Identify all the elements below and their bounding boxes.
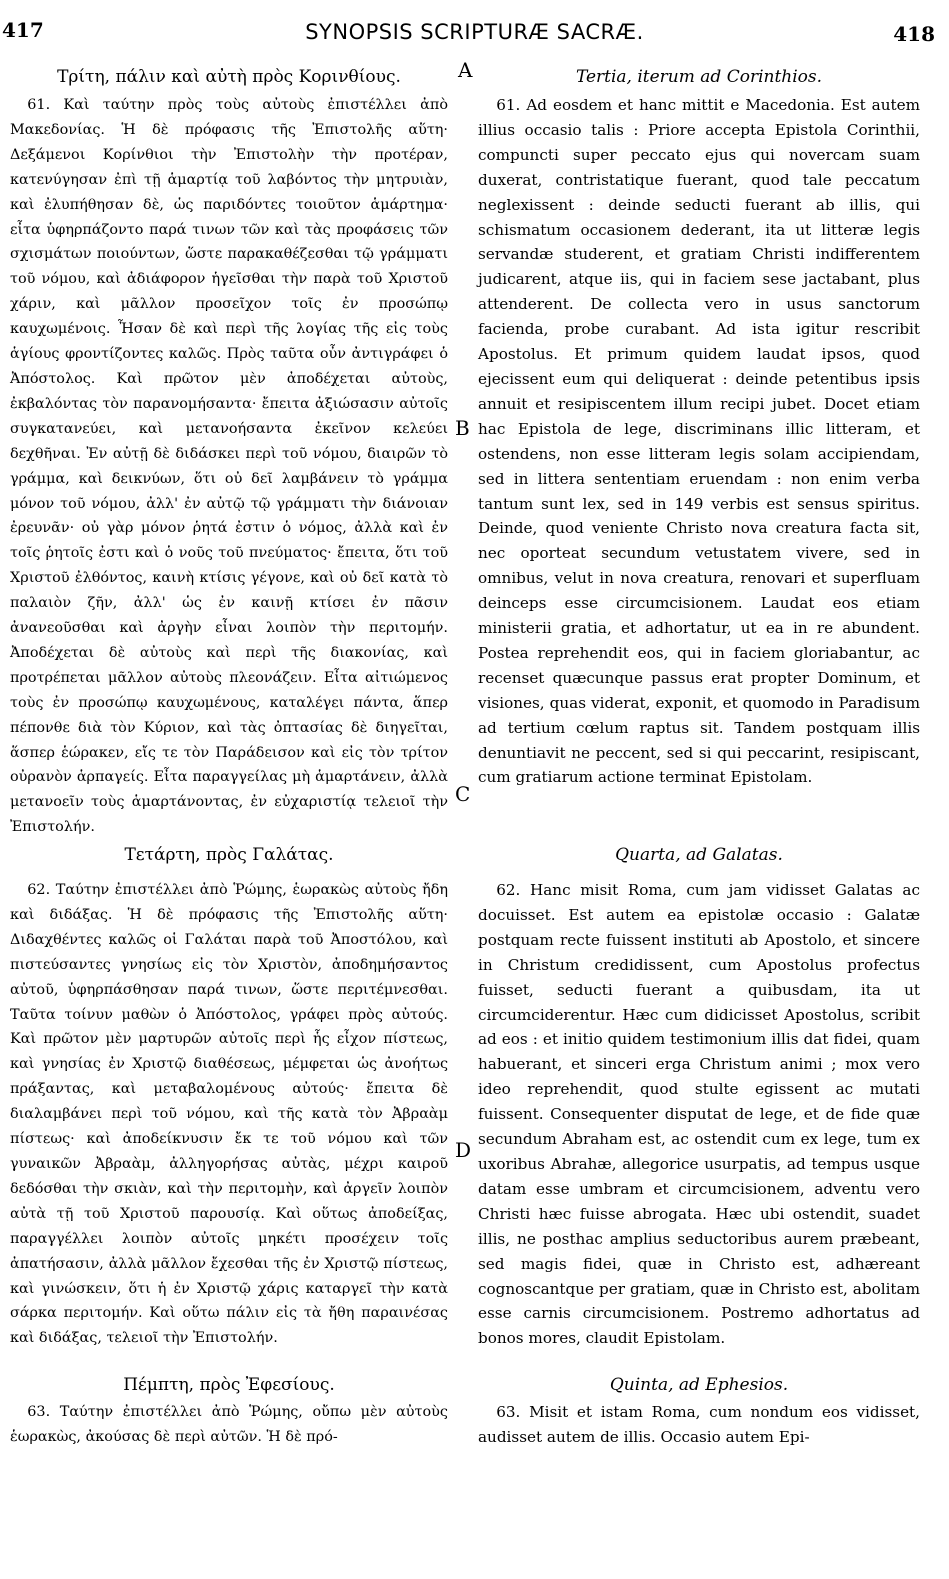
latin-paragraph: 63. Misit et istam Roma, cum nondum eos vidisset, audisset autem de illis. Occasio autem Epi- [478, 1403, 920, 1446]
latin-section-corinthians [478, 66, 920, 790]
greek-heading: Τετάρτη, πρὸς Γαλάτας. [124, 845, 334, 865]
page-number-right: 418 [893, 22, 935, 46]
latin-heading: Quarta, ad Galatas. [615, 845, 783, 865]
margin-letter-c: C [455, 782, 471, 806]
greek-paragraph: 63. Ταύτην ἐπιστέλλει ἀπὸ Ῥώμης, οὔπω μὲν αὐτοὺς ἑωρακὼς, ἀκούσας δὲ περὶ αὐτῶν. Ἡ δὲ πρό- [10, 1404, 448, 1445]
latin-section-galatians [478, 844, 920, 1351]
greek-heading: Πέμπτη, πρὸς Ἐφεσίους. [123, 1375, 335, 1395]
page-number-left: 417 [2, 18, 44, 42]
latin-section-ephesians [478, 1374, 920, 1450]
margin-letter-d: D [455, 1138, 472, 1162]
greek-paragraph: 62. Ταύτην ἐπιστέλλει ἀπὸ Ῥώμης, ἑωρακὼς αὐτοὺς ἤδη καὶ διδάξας. Ἡ δὲ πρόφασις τῆς Ἐπιστολῆς αὕτη· Διδαχθέντες καλῶς οἱ Γαλάται παρὰ τοῦ Ἀποστόλου, καὶ πιστεύσαντες γνησίως εἰς τὸν Χριστὸν, ἀποδημήσαντος αὐτοῦ, ὑφηρπάσθησαν παρά τινων, ὥστε περιτέμνεσθαι. Ταῦτα τοίνυν μαθὼν ὁ Ἀπόστολος, γράφει πρὸς αὐτούς. Καὶ πρῶτον μὲν μαρτυρῶν αὐτοῖς περὶ ἧς εἶχον πίστεως, καὶ γνησίας ἐν Χριστῷ διαθέσεως, μέμφεται ὡς ἀνοήτως πράξαντας, καὶ μεταβαλομένους αὐτούς· ἔπειτα δὲ διαλαμβάνει περὶ τοῦ νόμου, καὶ τῆς κατὰ τὸν Ἀβραὰμ πίστεως· καὶ ἀποδείκνυσιν ἔκ τε τοῦ νόμου καὶ τῶν γυναικῶν Ἀβραὰμ, ἀλληγορήσας αὐτὰς, μέχρι καιροῦ δεδόσθαι τὴν σκιὰν, καὶ τὴν περιτομὴν, καὶ ἀργεῖν λοιπὸν αὐτὰ τῇ τοῦ Χριστοῦ παρουσίᾳ. Καὶ οὕτως ἀποδείξας, παραγγέλλει λοιπὸν αὐτοῖς μηκέτι προσέχειν τοῖς ἀπατήσασιν, ἀλλὰ μᾶλλον ἔχεσθαι τῆς ἐν Χριστῷ πίστεως, καὶ γινώσκειν, ὅτι ἡ ἐν Χριστῷ χάρις καταργεῖ τὴν κατὰ σάρκα περιτομήν. Καὶ οὕτω πάλιν εἰς τὰ ἤθη παραινέσας καὶ διδάξας, τελειοῖ τὴν Ἐπιστολήν. [10, 882, 448, 1347]
greek-section-corinthians [10, 66, 448, 840]
greek-section-ephesians [10, 1374, 448, 1450]
running-title: SYNOPSIS SCRIPTURÆ SACRÆ. [305, 20, 644, 44]
greek-section-galatians [10, 844, 448, 1351]
latin-heading: Quinta, ad Ephesios. [609, 1375, 789, 1395]
page-header [0, 18, 949, 54]
margin-letter-a: A [458, 58, 473, 82]
latin-heading: Tertia, iterum ad Corinthios. [575, 67, 823, 87]
greek-heading: Τρίτη, πάλιν καὶ αὐτὴ πρὸς Κορινθίους. [57, 67, 401, 87]
latin-paragraph: 61. Ad eosdem et hanc mittit e Macedonia. Est autem illius occasio talis : Priore accepta Epistola Corinthii, compuncti super peccato ejus qui novercam suam duxerat, contristatique fuerant, quod tale peccatum neglexissent : deinde seducti fuerant ab illis, qui schismatum occasionem dederant, ita ut litteræ legis servandæ studerent, et gratiam Christi indifferentem judicarent, atque iis, qui in faciem sese jactabant, plus attenderent. De collecta vero in usus sanctorum facienda, probe curabant. Ad ista igitur rescribit Apostolus. Et primum quidem laudat ipsos, quod ejecissent eum qui deliquerat : deinde petentibus ipsis annuit et resipiscentem illum recipi jubet. Docet etiam hac Epistola de lege, discriminans illic litteram, et ostendens, non esse litteram legis solam accipiendam, sed in littera sententiam eruendam : non enim verba tantum sunt lex, sed in 149 verbis est sensus spiritus. Deinde, quod veniente Christo nova creatura facta sit, nec oporteat secundum vetustatem vivere, sed in omnibus, velut in nova creatura, renovari et superfluam deinceps esse circumcisionem. Laudat eos etiam ministerii gratia, et adhortatur, ut ea in re abundent. Postea reprehendit eos, qui in faciem gloriabantur, ac recenset quæcunque passus erat propter Dominum, et visiones, quas viderat, exponit, et quomodo in Paradisum ad tertium cœlum raptus sit. Tandem postquam illis denuntiavit ne peccent, sed si qui peccarint, resipiscant, cum gratiarum actione terminat Epistolam. [478, 96, 920, 787]
margin-letter-b: B [455, 416, 470, 440]
latin-paragraph: 62. Hanc misit Roma, cum jam vidisset Galatas ac docuisset. Est autem ea epistolæ occasio : Galatæ postquam recte fuissent instituti ab Apostolo, et sincere in Christum credidissent, cum Apostolus profectus fuisset, seducti fuerant a quibusdam, ita ut circumciderentur. Hæc cum didicisset Apostolus, scribit ad eos : et initio quidem testimonium illis dat fidei, quam habuerant, et sinceri erga Christum animi ; mox vero ideo reprehendit, quod stulte egissent ac mutati fuissent. Consequenter disputat de lege, et de fide quæ secundum Abraham est, ac ostendit cum ex lege, tum ex uxoribus Abrahæ, allegorice usurpatis, ad tempus usque datam esse umbram et circumcisionem, adventu vero Christi hæc fuisse abrogata. Hæc ubi ostendit, suadet illis, ne posthac amplius seductoribus aurem præbeant, sed magis fidei, quæ in Christo est, adhæreant cognoscantque per gratiam, quæ in Christo est, abolitam esse carnis circumcisionem. Postremo adhortatus ad bonos mores, claudit Epistolam. [478, 881, 920, 1348]
greek-paragraph: 61. Καὶ ταύτην πρὸς τοὺς αὐτοὺς ἐπιστέλλει ἀπὸ Μακεδονίας. Ἡ δὲ πρόφασις τῆς Ἐπιστολῆς αὕτη· Δεξάμενοι Κορίνθιοι τὴν Ἐπιστολὴν τὴν προτέραν, κατενύγησαν ἐπὶ τῇ ἁμαρτίᾳ τοῦ λαβόντος τὴν μητρυιὰν, καὶ ἐλυπήθησαν δὲ, ὡς παριδόντες τοιοῦτον ἁμάρτημα· εἶτα ὑφηρπάζοντο παρά τινων τῶν καὶ τὰς προφάσεις τῶν σχισμάτων ποιούντων, ὥστε παρακαθέζεσθαι τῷ γράμματι τοῦ νόμου, καὶ ἀδιάφορον ἡγεῖσθαι τὴν παρὰ τοῦ Χριστοῦ χάριν, καὶ μᾶλλον προσεῖχον τοῖς ἐν προσώπῳ καυχωμένοις. Ἦσαν δὲ καὶ περὶ τῆς λογίας τῆς εἰς τοὺς ἁγίους φροντίζοντες καλῶς. Πρὸς ταῦτα οὖν ἀντιγράφει ὁ Ἀπόστολος. Καὶ πρῶτον μὲν ἀποδέχεται αὐτοὺς, ἐκβαλόντας τὸν παρανομήσαντα· ἔπειτα ἀξιώσασιν αὐτοῖς συγκατανεύει, καὶ μετανοήσαντα ἐκεῖνον κελεύει δεχθῆναι. Ἐν αὐτῇ δὲ διδάσκει περὶ τοῦ νόμου, διαιρῶν τὸ γράμμα, καὶ δεικνύων, ὅτι οὐ δεῖ λαμβάνειν τὸ γράμμα μόνον τοῦ νόμου, ἀλλ' ἐν αὐτῷ τῷ γράμματι τὴν διάνοιαν ἐρευνᾶν· οὐ γὰρ μόνον ῥητά ἐστιν ὁ νόμος, ἀλλὰ καὶ ἐν τοῖς ῥητοῖς ἐστι καὶ ὁ νοῦς τοῦ πνεύματος· ἔπειτα, ὅτι τοῦ Χριστοῦ ἐλθόντος, καινὴ κτίσις γέγονε, καὶ οὐ δεῖ κατὰ τὸ παλαιὸν ζῆν, ἀλλ' ὡς ἐν καινῇ κτίσει ἐν πᾶσιν ἀνανεοῦσθαι καὶ ἀργὴν εἶναι λοιπὸν τὴν περιτομήν. Ἀποδέχεται δὲ αὐτοὺς καὶ περὶ τῆς διακονίας, καὶ προτρέπεται μᾶλλον αὐτοὺς πλεονάζειν. Εἶτα αἰτιώμενος τοὺς ἐν προσώπῳ καυχωμένους, καταλέγει πάντα, ἅπερ πέπονθε διὰ τὸν Κύριον, καὶ τὰς ὀπτασίας δὲ διηγεῖται, ἅσπερ ἑώρακεν, εἴς τε τὸν Παράδεισον καὶ εἰς τὸν τρίτον οὐρανὸν ἁρπαγείς. Εἶτα παραγγείλας μὴ ἁμαρτάνειν, ἀλλὰ μετανοεῖν τοὺς ἁμαρτάνοντας, ἐν εὐχαριστίᾳ τελειοῖ τὴν Ἐπιστολήν. [10, 97, 448, 836]
